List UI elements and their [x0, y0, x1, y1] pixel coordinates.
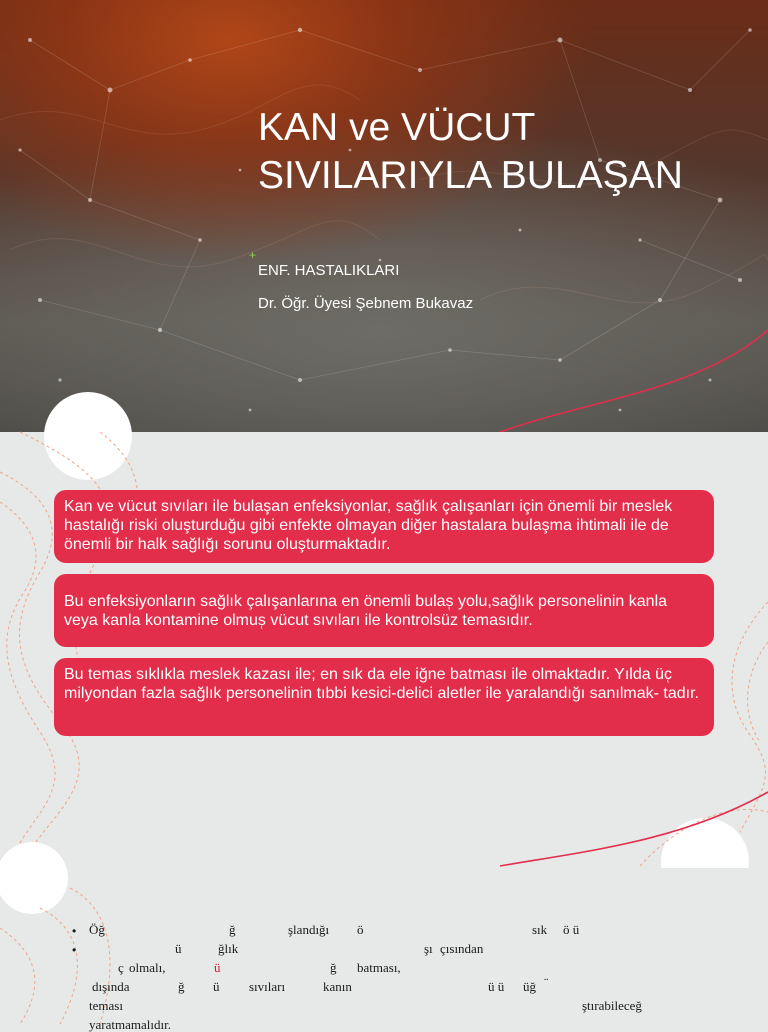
content-slide [0, 432, 768, 866]
text-fragment: ü ü [488, 979, 505, 994]
plus-icon: + [249, 248, 257, 262]
info-box-3: Bu temas sıklıkla meslek kazası ile; en sık da ele iğne batması ile olmaktadır. Yılda üc̜ milyondan fazla sağlık personelinin tıbbi kesici-delici aletler ile yaralandığı sanılmak- tadır. [54, 658, 714, 736]
text-fragment: olmalı, [129, 960, 166, 975]
network-background [0, 0, 768, 432]
slide-title [258, 104, 683, 200]
text-fragment: sıvıları [249, 979, 286, 994]
text-fragment: ğ [178, 979, 185, 994]
text-fragment: çısından [440, 941, 484, 956]
text-fragment: şı [424, 941, 433, 956]
text-fragment: dışında [92, 979, 130, 994]
title-line-1: KAN ve VÜCUT [258, 106, 536, 149]
info-box-2: Bu enfeksiyonların sağlık çalışanlarına en önemli bulas̜ yolu,sağlık personelinin kanla veya kanla kontamine olmus̜ vücut sıvıları ile kontrolsüz temasıdır. [54, 574, 714, 647]
text-fragment: kanın [323, 979, 352, 994]
decor-circle-top [44, 392, 132, 480]
info-box-1: Kan ve vücut sıvıları ile bulaşan enfeksiyonlar, sağlık çalışanları için önemli bir meslek hastalığı riski oluşturduğu gibi enfekte olmayan diğer hastalara bulaşma ihtimali ile de önemli bir halk sağlığı sorunu oluşturmaktadır. [54, 490, 714, 563]
title-slide [0, 0, 768, 432]
accent-curve [500, 330, 768, 432]
text-fragment: sık [532, 922, 548, 937]
text-fragment: teması [89, 998, 123, 1013]
text-fragment: ¨ [544, 975, 549, 990]
text-fragment: ö [357, 922, 364, 937]
bullet-2: • [72, 943, 77, 957]
text-fragment: şlandığı [288, 922, 330, 937]
text-fragment: ğlık [218, 941, 239, 956]
text-fragment: ü [175, 941, 182, 956]
title-line-2: SIVILARIYLA BULAŞAN [258, 154, 683, 197]
subtitle-author: Dr. Öğr. Üyesi Şebnem Bukavaz [258, 295, 474, 312]
text-fragment: ç [118, 960, 124, 975]
text-fragment: Öğ [89, 922, 105, 937]
text-fragment: ştırabileceğ [582, 998, 642, 1013]
bullet-1: • [72, 924, 77, 938]
partial-slide [0, 868, 768, 1032]
subtitle-department: ENF. HASTALIKLARI [258, 262, 400, 279]
text-fragment: batması, [357, 960, 401, 975]
text-fragment: üğ [523, 979, 536, 994]
text-fragment: ğ [330, 960, 337, 975]
text-fragment: yaratmamalıdır. [89, 1017, 171, 1032]
text-fragment: ü [213, 979, 220, 994]
text-fragment-highlighted: ü [214, 960, 221, 975]
text-fragment: ğ [229, 922, 236, 937]
text-fragment: ö ü [563, 922, 580, 937]
